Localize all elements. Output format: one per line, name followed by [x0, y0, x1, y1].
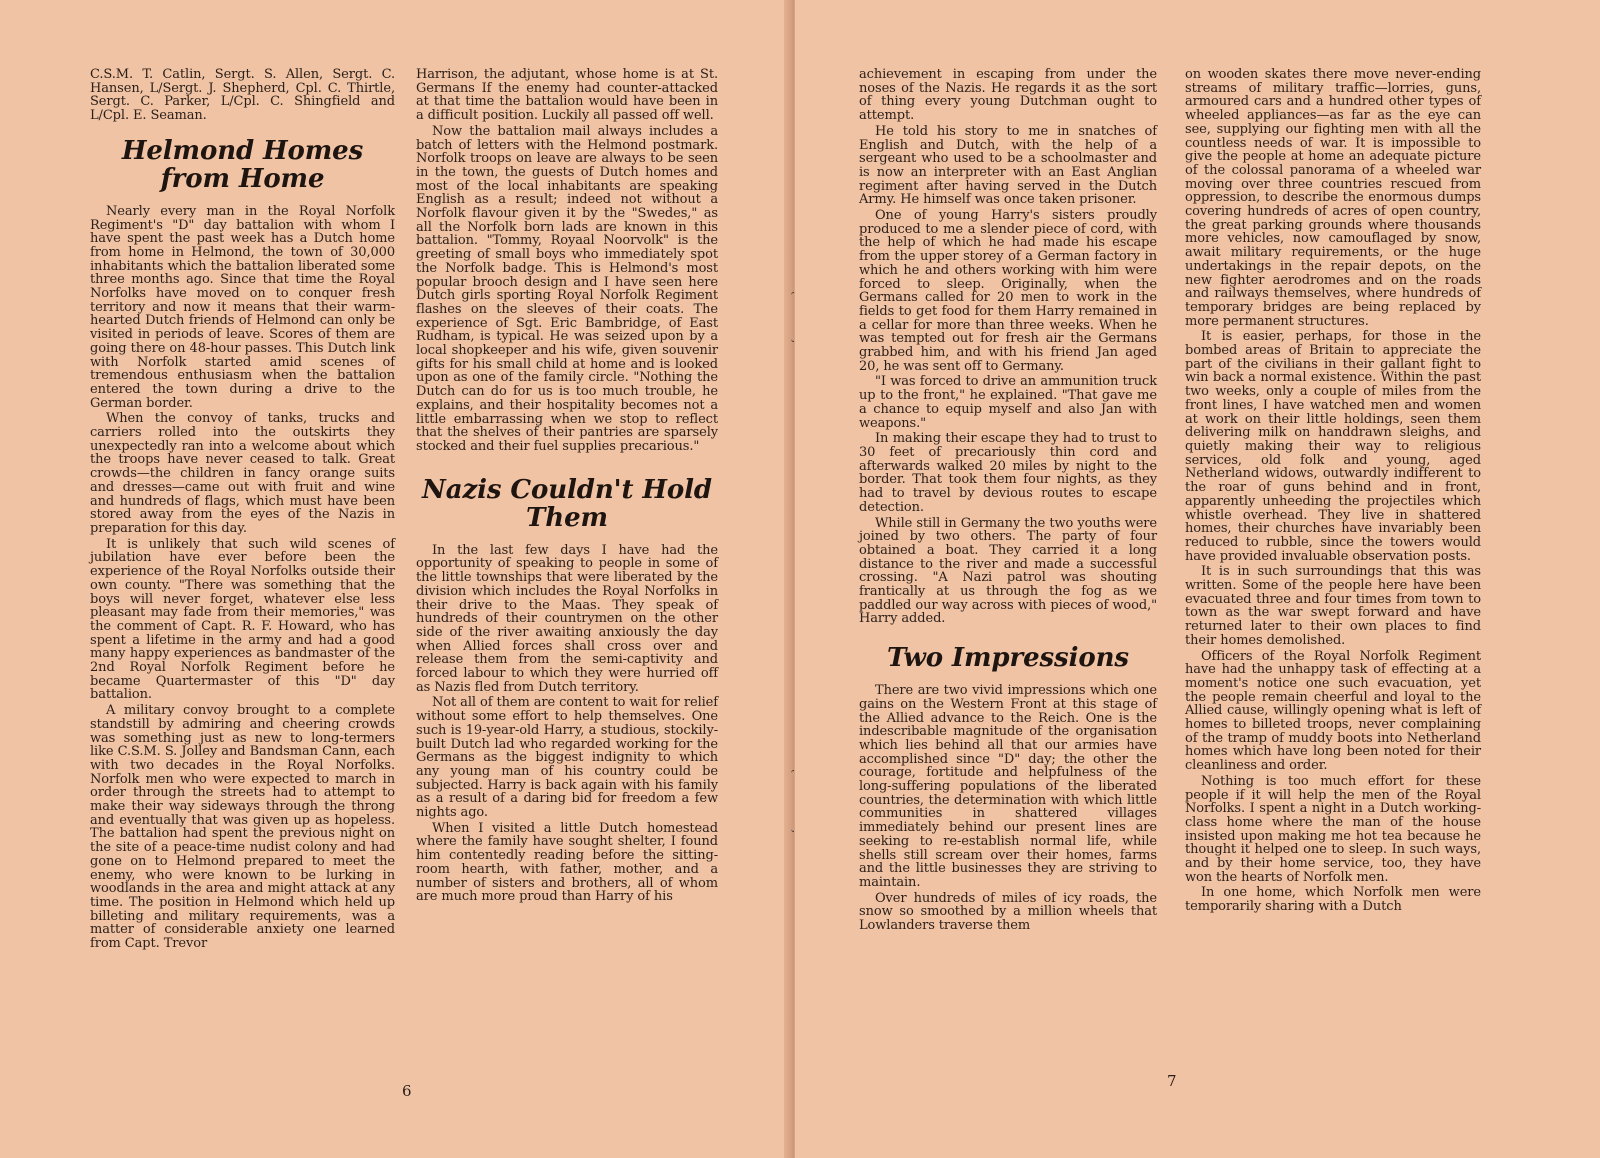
article-paragraph: It is easier, perhaps, for those in the bombed areas of Britain to appreciate the part of the civilians in their gallant fight to win back a normal existence. Within the past two weeks, only a couple of miles from the front lines, I have watched men and women at work on their little holdings, seen them delivering milk on handdrawn sleighs, and quietly making their way to religious services, old folk and young, aged Netherland widows, outwardly indifferent to the roar of guns behind and in front, apparently unheeding the projectiles which whistle overhead. They live in shattered homes, their churches have invariably been reduced to rubble, since the towers would have provided invaluable observation posts.	[1185, 329, 1481, 564]
article-paragraph: Nothing is too much effort for these people if it will help the men of the Royal Norfolks. I spent a night in a Dutch working-class home where the man of the house insisted upon making me hot tea because he thought it helped one to sleep. In such ways, and by their home service, too, they have won the hearts of Norfolk men.	[1185, 773, 1481, 885]
article-paragraph: In one home, which Norfolk men were temporarily sharing with a Dutch	[1185, 885, 1481, 915]
left-page	[0, 0, 793, 1158]
article-paragraph: One of young Harry's sisters proudly produced to me a slender piece of cord, with the help of which he had made his escape from the upper storey of a German factory in which he and others working with him were forced to sleep. Originally, when the Germans called for 20 men to work in the fields to get food for them Harry remained in a cellar for more than three weeks. When he was tempted out for fresh air the Germans grabbed him, and with his friend Jan aged 20, he was sent off to Germany.	[859, 208, 1157, 374]
headline-nazis-couldnt-hold-them: Nazis Couldn't Hold Them	[422, 474, 712, 533]
article-paragraph: A military convoy brought to a complete standstill by admiring and cheering crowds was something just as new to long-termers like C.S.M. S. Jolley and Bandsman Cann, each with two decades in the Royal Norfolks. Norfolk men who were expected to march in order through the streets had to attempt to make their way sideways through the throng and eventually that was given up as hopeless. The battalion had spent the previous night on the site of a peace-time nudist colony and had gone on to Helmond prepared to meet the enemy, who were known to be lurking in woodlands in the area and might attack at any time. The position in Helmond which held up billeting and military requirements, was a matter of considerable anxiety one learned from Capt. Trevor	[90, 703, 395, 952]
right-page	[794, 0, 1600, 1158]
article-paragraph: "I was forced to drive an ammunition truck up to the front," he explained. "That gave me a chance to equip myself and also Jan with weapons."	[859, 374, 1157, 431]
article-paragraph: In making their escape they had to trust to 30 feet of precariously thin cord and afterwards walked 20 miles by night to the border. That took them four nights, as they had to travel by devious routes to escape detection.	[859, 431, 1157, 515]
headline-two-impressions: Two Impressions	[887, 643, 1129, 674]
article-paragraph: There are two vivid impressions which one gains on the Western Front at this stage of the Allied advance to the Reich. One is the indescribable magnitude of the organisation which lies behind all that our armies have accomplished since "D" day; the other the courage, fortitude and helpfulness of the long-suffering populations of the liberated countries, the determination with which little communities in shattered villages immediately behind our present lines are seeking to re-establish normal life, while shells still scream over their homes, farms and the little businesses they are striving to maintain.	[859, 683, 1157, 890]
left-page-column-1	[90, 68, 395, 953]
article-paragraph: While still in Germany the two youths were joined by two others. The party of four obtained a boat. They carried it a long distance to the river and made a successful crossing. "A Nazi patrol was shouting frantically at us through the fog as we paddled our way across with pieces of wood," Harry added.	[859, 515, 1157, 627]
article-paragraph: Now the battalion mail always includes a batch of letters with the Helmond postmark. Norfolk troops on leave are always to be seen in the town, the guests of Dutch homes and most of the local inhabitants are speaking English as a result; indeed not without a Norfolk flavour given it by the "Swedes," as all the Norfolk born lads are known in this battalion. "Tommy, Royaal Noorvolk" is the greeting of small boys who immediately spot the Norfolk badge. This is Helmond's most popular brooch design and I have seen here Dutch girls sporting Royal Norfolk Regiment flashes on the sleeves of their coats. The experience of Sgt. Eric Bambridge, of East Rudham, is typical. He was seized upon by a local shopkeeper and his wife, given souvenir gifts for his small child at home and is looked upon as one of the family circle. "Nothing the Dutch can do for us is too much trouble, he explains, and their hospitality becomes not a little embarrassing when we stop to reflect that the shelves of their pantries are sparsely stocked and their fuel supplies precarious."	[416, 123, 718, 454]
article-paragraph: When I visited a little Dutch homestead where the family have sought shelter, I found him contentedly reading before the sitting-room hearth, with father, mother, and a number of sisters and brothers, all of whom are much more proud than Harry of his	[416, 820, 718, 905]
headline-helmond-homes: Helmond Homes from Home	[121, 135, 364, 194]
article-paragraph: When the convoy of tanks, trucks and carriers rolled into the outskirts they unexpectedly ran into a welcome about which the troops have never ceased to talk. Great crowds—the children in fancy orange suits and dresses—came out with fruit and wine and hundreds of flags, which must have been stored away from the eyes of the Nazis in preparation for this day.	[90, 411, 395, 536]
article-paragraph: Not all of them are content to wait for relief without some effort to help themselves. One such is 19-year-old Harry, a studious, stockily-built Dutch lad who regarded working for the Germans as the biggest indignity to which any young man of his country could be subjected. Harry is back again with his family as a result of a daring bid for freedom a few nights ago.	[416, 695, 718, 821]
page-number-left: 6	[402, 1082, 412, 1100]
article-paragraph: achievement in escaping from under the noses of the Nazis. He regards it as the sort of thing every young Dutchman ought to attempt.	[859, 67, 1157, 124]
article-paragraph: Nearly every man in the Royal Norfolk Regiment's "D" day battalion with whom I have spent the past week has a Dutch home from home in Helmond, the town of 30,000 inhabitants which the battalion liberated some three months ago. Since that time the Royal Norfolks have moved on to conquer fresh territory and now it means that their warm-hearted Dutch friends of Helmond can only be visited in periods of leave. Scores of them are going there on 48-hour passes. This Dutch link with Norfolk started amid scenes of tremendous enthusiasm when the battalion entered the town during a drive to the German border.	[90, 203, 395, 411]
article-paragraph: It is unlikely that such wild scenes of jubilation have ever before been the experience of the Royal Norfolks outside their own county. "There was something that the boys will never forget, whatever else less pleasant may fade from their memories," was the comment of Capt. R. F. Howard, who has spent a lifetime in the army and had a good many happy experiences as bandmaster of the 2nd Royal Norfolk Regiment before he became Quartermaster of this "D" day battalion.	[90, 536, 395, 703]
article-paragraph: He told his story to me in snatches of English and Dutch, with the help of a sergeant who used to be a schoolmaster and is now an interpreter with an East Anglian regiment after having served in the Dutch Army. He himself was once taken prisoner.	[859, 123, 1157, 208]
article-paragraph: on wooden skates there move never-ending streams of military traffic—lorries, guns, armoured cars and a hundred other types of wheeled appliances—as far as the eye can see, supplying our fighting men with all the countless needs of war. It is impossible to give the people at home an adequate picture of the colossal panorama of a wheeled war moving over three countries rescued from oppression, to describe the enormous dumps covering hundreds of acres of open country, the great parking grounds where thousands more vehicles, now camouflaged by snow, await military requirements, or the huge undertakings in the repair depots, on the new fighter aerodromes and on the roads and railways themselves, where hundreds of temporary bridges are being replaced by more permanent structures.	[1185, 67, 1481, 329]
names-list: C.S.M. T. Catlin, Sergt. S. Allen, Sergt. C. Hansen, L/Sergt. J. Shepherd, Cpl. C. Thirtle, Sergt. C. Parker, L/Cpl. C. Shingfield and L/Cpl. E. Seaman.	[90, 67, 395, 124]
article-paragraph: Officers of the Royal Norfolk Regiment have had the unhappy task of effecting at a moment's notice one such evacuation, yet the people remain cheerful and loyal to the Allied cause, willingly opening what is left of homes to billeted troops, never complaining of the tramp of muddy boots into Netherland homes which have long been noted for their cleanliness and order.	[1185, 648, 1481, 774]
right-page-column-2	[1185, 68, 1481, 916]
right-page-column-1	[859, 68, 1157, 935]
article-paragraph: Over hundreds of miles of icy roads, the snow so smoothed by a million wheels that Lowlanders traverse them	[859, 890, 1157, 934]
left-page-column-2	[416, 68, 718, 906]
article-paragraph: In the last few days I have had the opportunity of speaking to people in some of the little townships that were liberated by the division which includes the Royal Norfolks in their drive to the Maas. They speak of hundreds of their countrymen on the other side of the river awaiting anxiously the day when Allied forces shall cross over and release them from the semi-captivity and forced labour to which they were hurried off as Nazis fled from Dutch territory.	[416, 542, 718, 695]
article-paragraph: Harrison, the adjutant, whose home is at St. Germans If the enemy had counter-attacked at that time the battalion would have been in a difficult position. Luckily all passed off well.	[416, 67, 718, 124]
article-paragraph: It is in such surroundings that this was written. Some of the people here have been evacuated three and four times from town to town as the war swept forward and have returned later to their own places to find their homes demolished.	[1185, 564, 1481, 648]
page-number-right: 7	[1167, 1072, 1177, 1090]
